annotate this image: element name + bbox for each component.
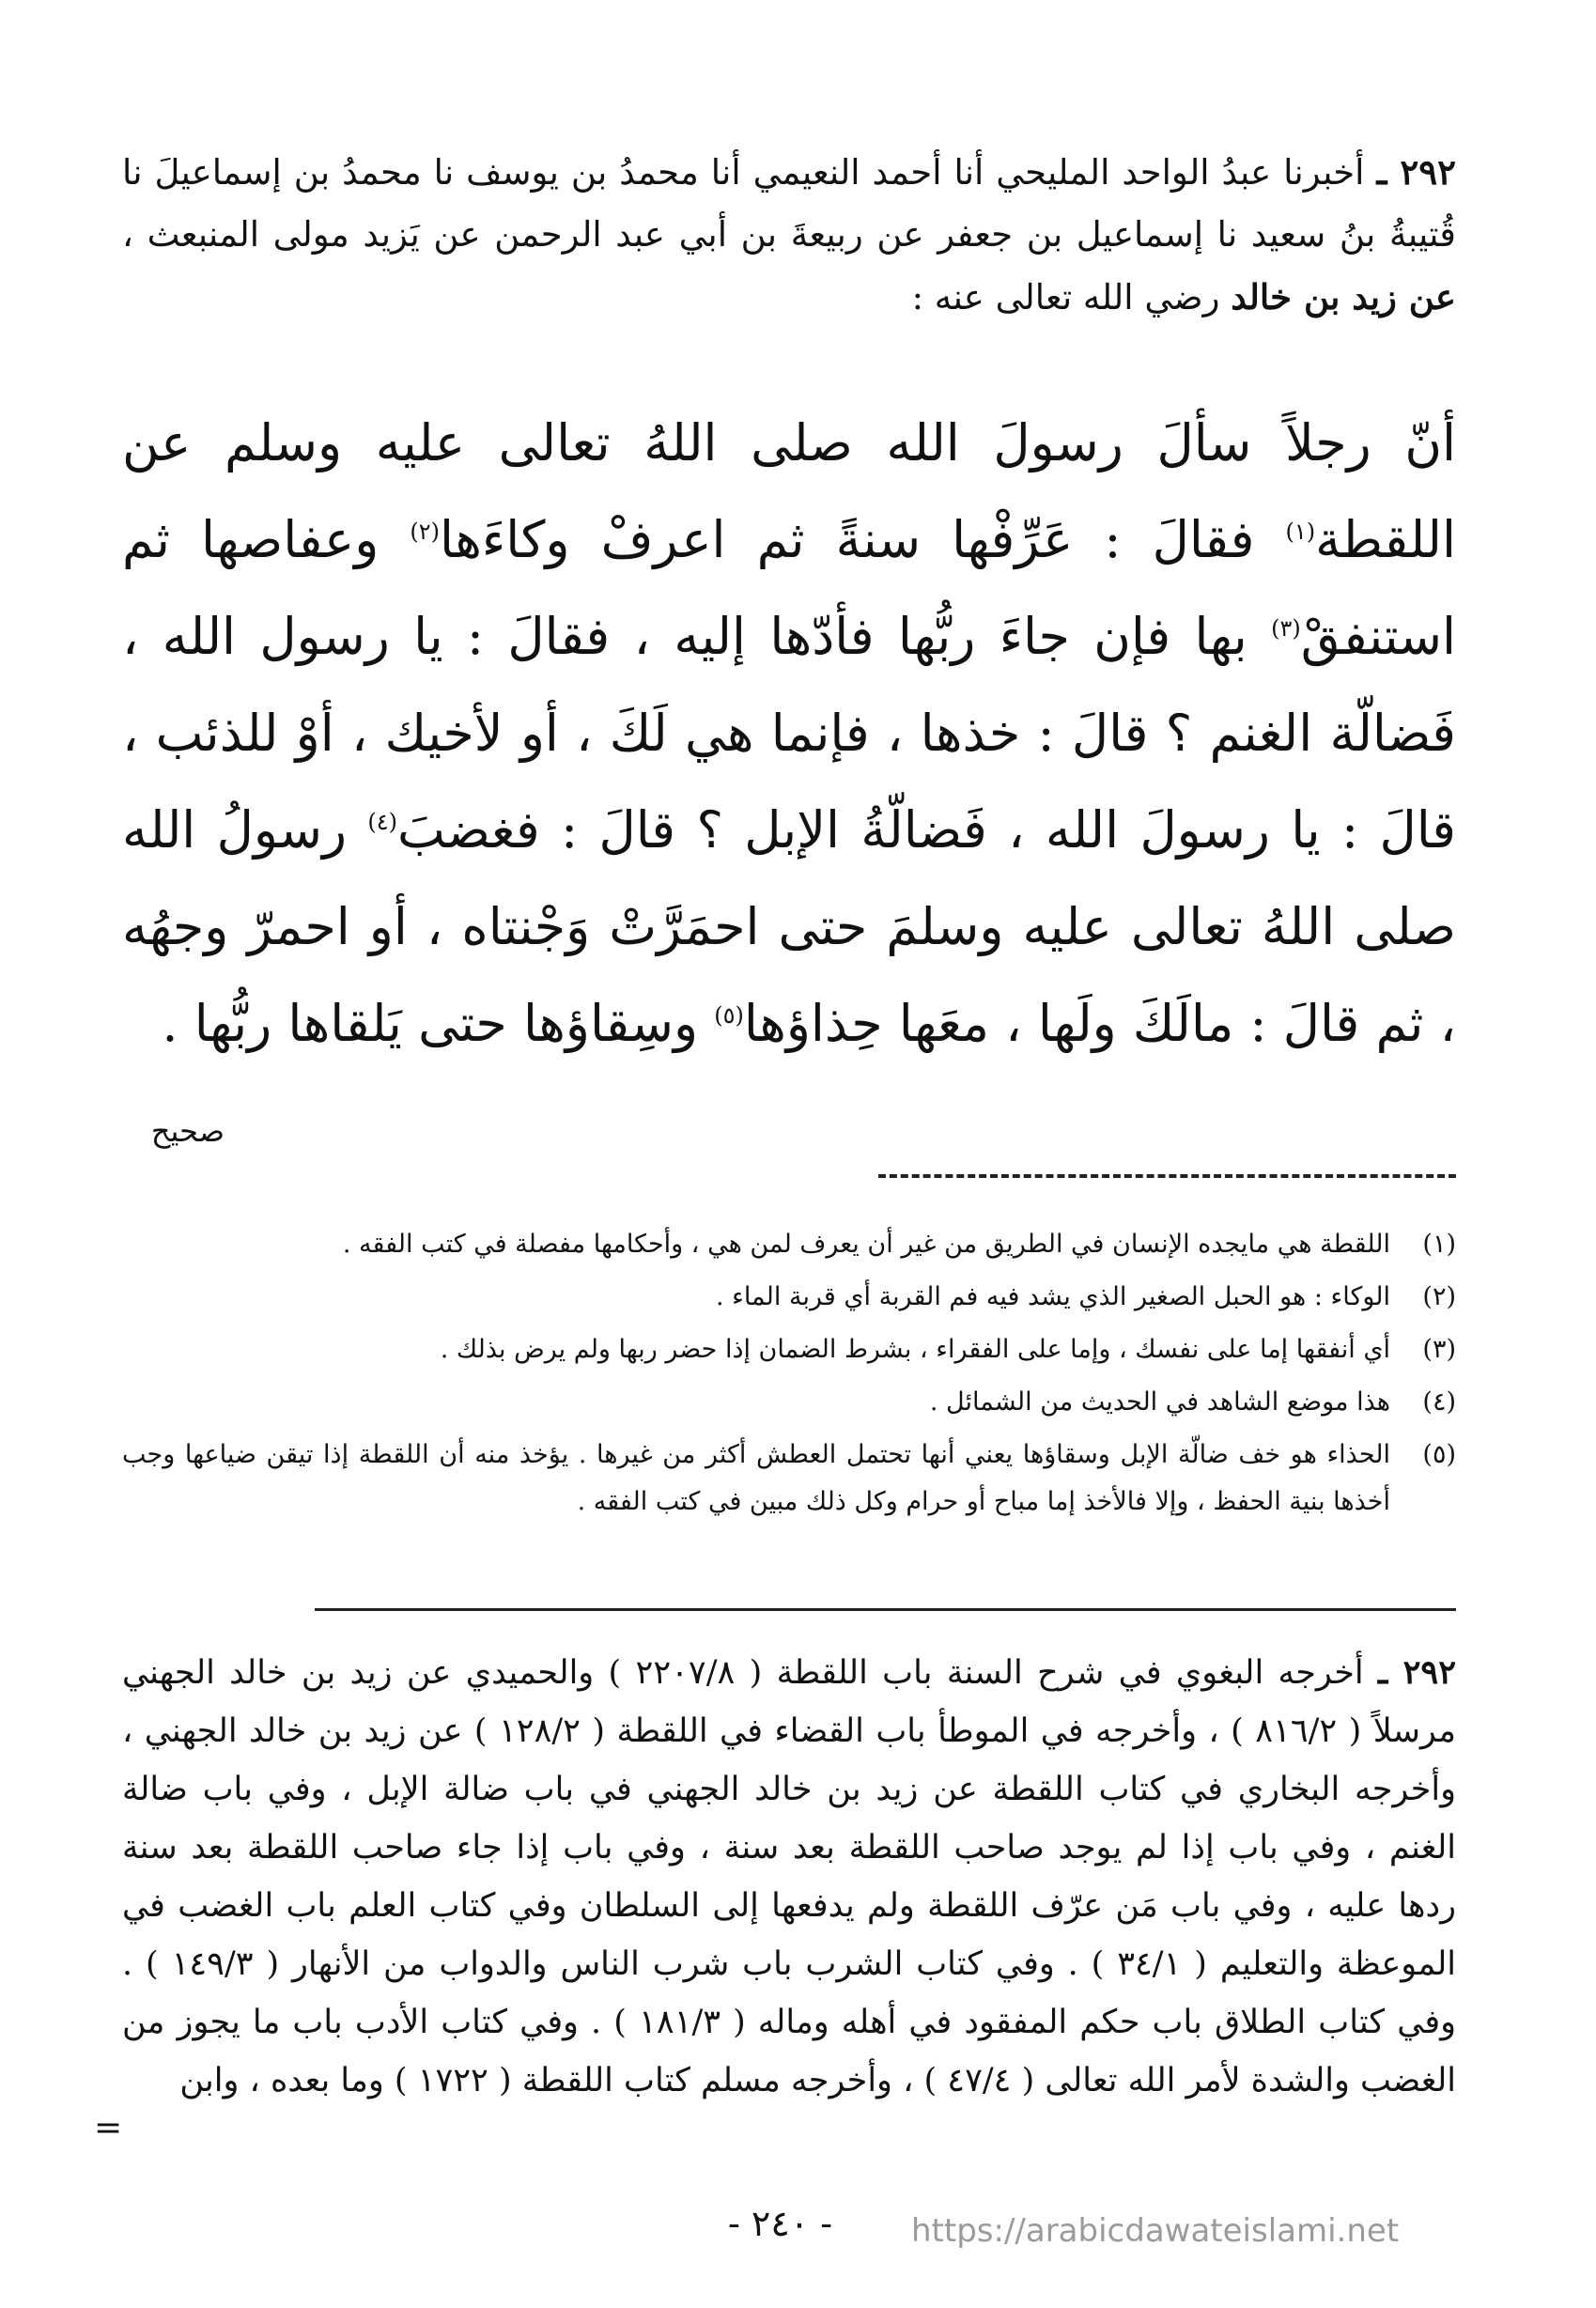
hadith-segment-4: بها فإن جاءَ ربُّها فأدّها إليه ، فقالَ : يا رسول الله ، فَضالّة الغنم ؟ قالَ : خذها ، فإنما هي لَكَ ، أو لأخيك ، أوْ للذئب ، قالَ : يا رسولَ الله ، فَضالّةُ الإبل ؟ قالَ : فغضبَ: [122, 607, 1456, 860]
page-number: - ٢٤٠ -: [728, 2203, 833, 2244]
hadith-grade: صحيح: [150, 1113, 225, 1149]
footnote-ref-3[interactable]: (٣): [1271, 615, 1301, 642]
footnote-item: [122, 1221, 1456, 1268]
footnote-text: الحذاء هو خف ضالّة الإبل وسقاؤها يعني أنها تحتمل العطش أكثر من غيرها . يؤخذ منه أن اللقطة إذا تيقن ضياعها وجب أخذها بنية الحفظ ، وإلا فالأخذ إما مباح أو حرام وكل ذلك مبين في كتب الفقه .: [122, 1440, 1390, 1516]
takhrij-number: ٢٩٢ ـ: [1377, 1653, 1456, 1692]
chain-closing: رضي الله تعالى عنه :: [911, 277, 1220, 318]
hadith-segment-6: وسِقاؤها حتى يَلقاها ربُّها .: [162, 994, 699, 1053]
footnote-number: (٤): [1422, 1387, 1456, 1417]
footnote-number: (٥): [1422, 1440, 1456, 1469]
footnotes-list: [122, 1221, 1456, 1531]
continuation-mark: =: [94, 2109, 123, 2147]
footnote-item: [122, 1326, 1456, 1373]
footnote-ref-4[interactable]: (٤): [367, 809, 397, 835]
hadith-chain-paragraph: [122, 141, 1456, 329]
takhrij-text: أخرجه البغوي في شرح السنة باب اللقطة ( ٢٢٠٧/٨ ) والحميدي عن زيد بن خالد الجهني مرسلاً ( ٨١٦/٢ ) ، وأخرجه في الموطأ باب القضاء في اللقطة ( ١٢٨/٢ ) عن زيد بن خالد الجهني ، وأخرجه البخاري في كتاب اللقطة عن زيد بن خالد الجهني في باب ضالة الإبل ، وفي باب ضالة الغنم ، وفي باب إذا لم يوجد صاحب اللقطة بعد سنة ، وفي باب إذا جاء صاحب اللقطة بعد سنة ردها عليه ، وفي باب مَن عرّف اللقطة ولم يدفعها إلى السلطان وفي كتاب العلم باب الغضب في الموعظة والتعليم ( ٣٤/١ ) . وفي كتاب الشرب باب شرب الناس والدواب من الأنهار ( ١٤٩/٣ ) . وفي كتاب الطلاق باب حكم المفقود في أهله وماله ( ١٨١/٣ ) . وفي كتاب الأدب باب ما يجوز من الغضب والشدة لأمر الله تعالى ( ٤٧/٤ ) ، وأخرجه مسلم كتاب اللقطة ( ١٧٢٢ ) وما بعده ، وابن: [122, 1654, 1457, 2099]
footnote-ref-2[interactable]: (٢): [410, 519, 440, 545]
footnote-item: [122, 1432, 1456, 1526]
footnote-text: اللقطة هي مايجده الإنسان في الطريق من غير أن يعرف لمن هي ، وأحكامها مفصلة في كتب الفقه .: [342, 1230, 1390, 1259]
footnote-number: (١): [1422, 1230, 1456, 1259]
hadith-segment-3: وعفاصها ثم استنفقْ: [122, 510, 1456, 666]
hadith-segment-5: رسولُ الله صلى اللهُ تعالى عليه وسلمَ حتى احمَرَّتْ وَجْنتاه ، أو احمرّ وجهُه ، ثم قالَ : مالَكَ ولَها ، معَها حِذاؤها: [122, 800, 1456, 1053]
solid-divider: [315, 1608, 1456, 1611]
footnote-ref-5[interactable]: (٥): [714, 1002, 744, 1029]
hadith-segment-2: فقالَ : عَرِّفْها سنةً ثم اعرفْ وكاءَها: [439, 510, 1255, 569]
hadith-text: [122, 395, 1456, 1072]
hadith-number: ٢٩٢ ـ: [1376, 151, 1456, 193]
footnote-text: هذا موضع الشاهد في الحديث من الشمائل .: [929, 1387, 1390, 1417]
chain-text: أخبرنا عبدُ الواحد المليحي أنا أحمد النعيمي أنا محمدُ بن يوسف نا محمدُ بن إسماعيلَ نا قُتيبةُ بنُ سعيد نا إسماعيل بن جعفر عن ربيعةَ بن أبي عبد الرحمن عن يَزيد مولى المنبعث ،: [122, 152, 1456, 255]
footnote-text: الوكاء : هو الحبل الصغير الذي يشد فيه فم القربة أي قربة الماء .: [715, 1282, 1390, 1311]
footnote-text: أي أنفقها إما على نفسك ، وإما على الفقراء ، بشرط الضمان إذا حضر ربها ولم يرض بذلك .: [440, 1335, 1390, 1364]
footnote-number: (٢): [1422, 1282, 1456, 1311]
footnote-ref-1[interactable]: (١): [1285, 519, 1316, 545]
footnote-item: [122, 1274, 1456, 1321]
footnote-item: [122, 1379, 1456, 1426]
hadith-segment-1: أنّ رجلاً سألَ رسولَ الله صلى اللهُ تعالى عليه وسلم عن اللقطة: [122, 413, 1456, 569]
watermark-url[interactable]: https://arabicdawateislami.net: [911, 2212, 1400, 2250]
takhrij-paragraph: [122, 1644, 1456, 2110]
dashed-divider: [878, 1174, 1456, 1178]
narrator-name: عن زيد بن خالد: [1231, 276, 1456, 318]
footnote-number: (٣): [1422, 1335, 1456, 1364]
